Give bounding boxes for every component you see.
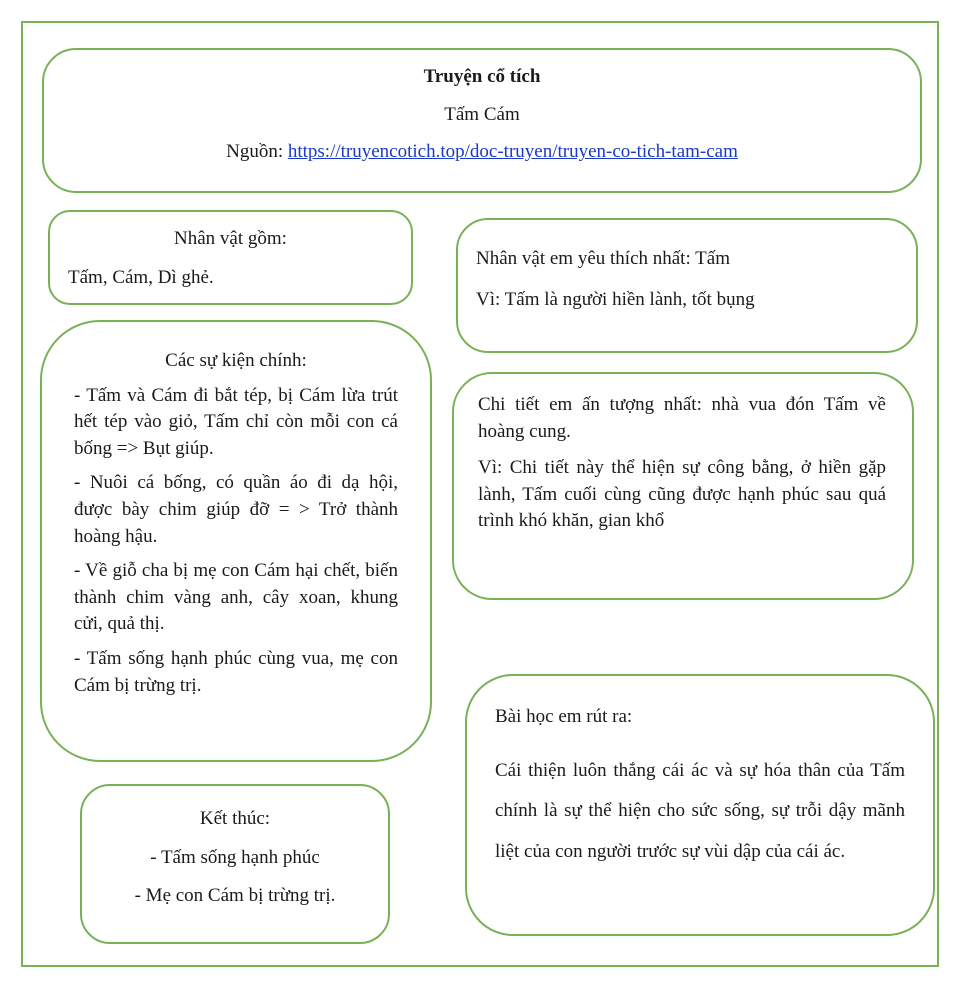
main-events-box xyxy=(40,320,432,762)
ending-box xyxy=(80,784,390,944)
source-link[interactable]: https://truyencotich.top/doc-truyen/truyen-co-tich-tam-cam xyxy=(287,141,738,163)
ending-heading: Kết thúc: xyxy=(199,808,271,829)
characters-list: Tấm, Cám, Dì ghẻ. xyxy=(68,266,214,288)
source-line xyxy=(44,139,920,166)
story-genre-title: Truyện cổ tích xyxy=(423,66,541,87)
favorite-character-box xyxy=(456,218,918,353)
event-item: - Tấm sống hạnh phúc cùng vua, mẹ con Cám bị trừng trị. xyxy=(74,647,398,696)
favorite-character-text: Nhân vật em yêu thích nhất: Tấm xyxy=(476,248,730,269)
impressive-detail-box xyxy=(452,372,914,600)
ending-line: - Tấm sống hạnh phúc xyxy=(150,846,320,868)
ending-line: - Mẹ con Cám bị trừng trị. xyxy=(134,885,336,907)
lesson-box xyxy=(465,674,935,936)
story-name: Tấm Cám xyxy=(444,103,520,125)
source-label: Nguồn: xyxy=(226,141,288,163)
impressive-detail-reason: Vì: Chi tiết này thể hiện sự công bằng, ở hiền gặp lành, Tấm cuối cùng cũng được hạnh phúc sau quá trình khó khăn, gian khổ xyxy=(478,457,886,532)
event-item: - Về giỗ cha bị mẹ con Cám hại chết, biến thành chim vàng anh, cây xoan, khung cửi, quả thị. xyxy=(74,560,398,635)
favorite-reason-text: Vì: Tấm là người hiền lành, tốt bụng xyxy=(476,288,755,310)
event-item: - Nuôi cá bống, có quần áo đi dạ hội, được bày chim giúp đỡ = > Trở thành hoàng hậu. xyxy=(74,472,398,547)
lesson-body: Cái thiện luôn thắng cái ác và sự hóa thân của Tấm chính là sự thể hiện cho sức sống, sự trỗi dậy mãnh liệt của con người trước sự vùi dập của cái ác. xyxy=(495,759,905,863)
lesson-heading: Bài học em rút ra: xyxy=(495,706,633,727)
characters-heading: Nhân vật gồm: xyxy=(174,228,287,249)
characters-box xyxy=(48,210,413,305)
event-item: - Tấm và Cám đi bắt tép, bị Cám lừa trút hết tép vào giỏ, Tấm chỉ còn mỗi con cá bống => Bụt giúp. xyxy=(74,384,398,459)
events-heading: Các sự kiện chính: xyxy=(165,350,307,371)
story-header-box xyxy=(42,48,922,193)
impressive-detail-text: Chi tiết em ấn tượng nhất: nhà vua đón Tấm về hoàng cung. xyxy=(478,394,886,442)
